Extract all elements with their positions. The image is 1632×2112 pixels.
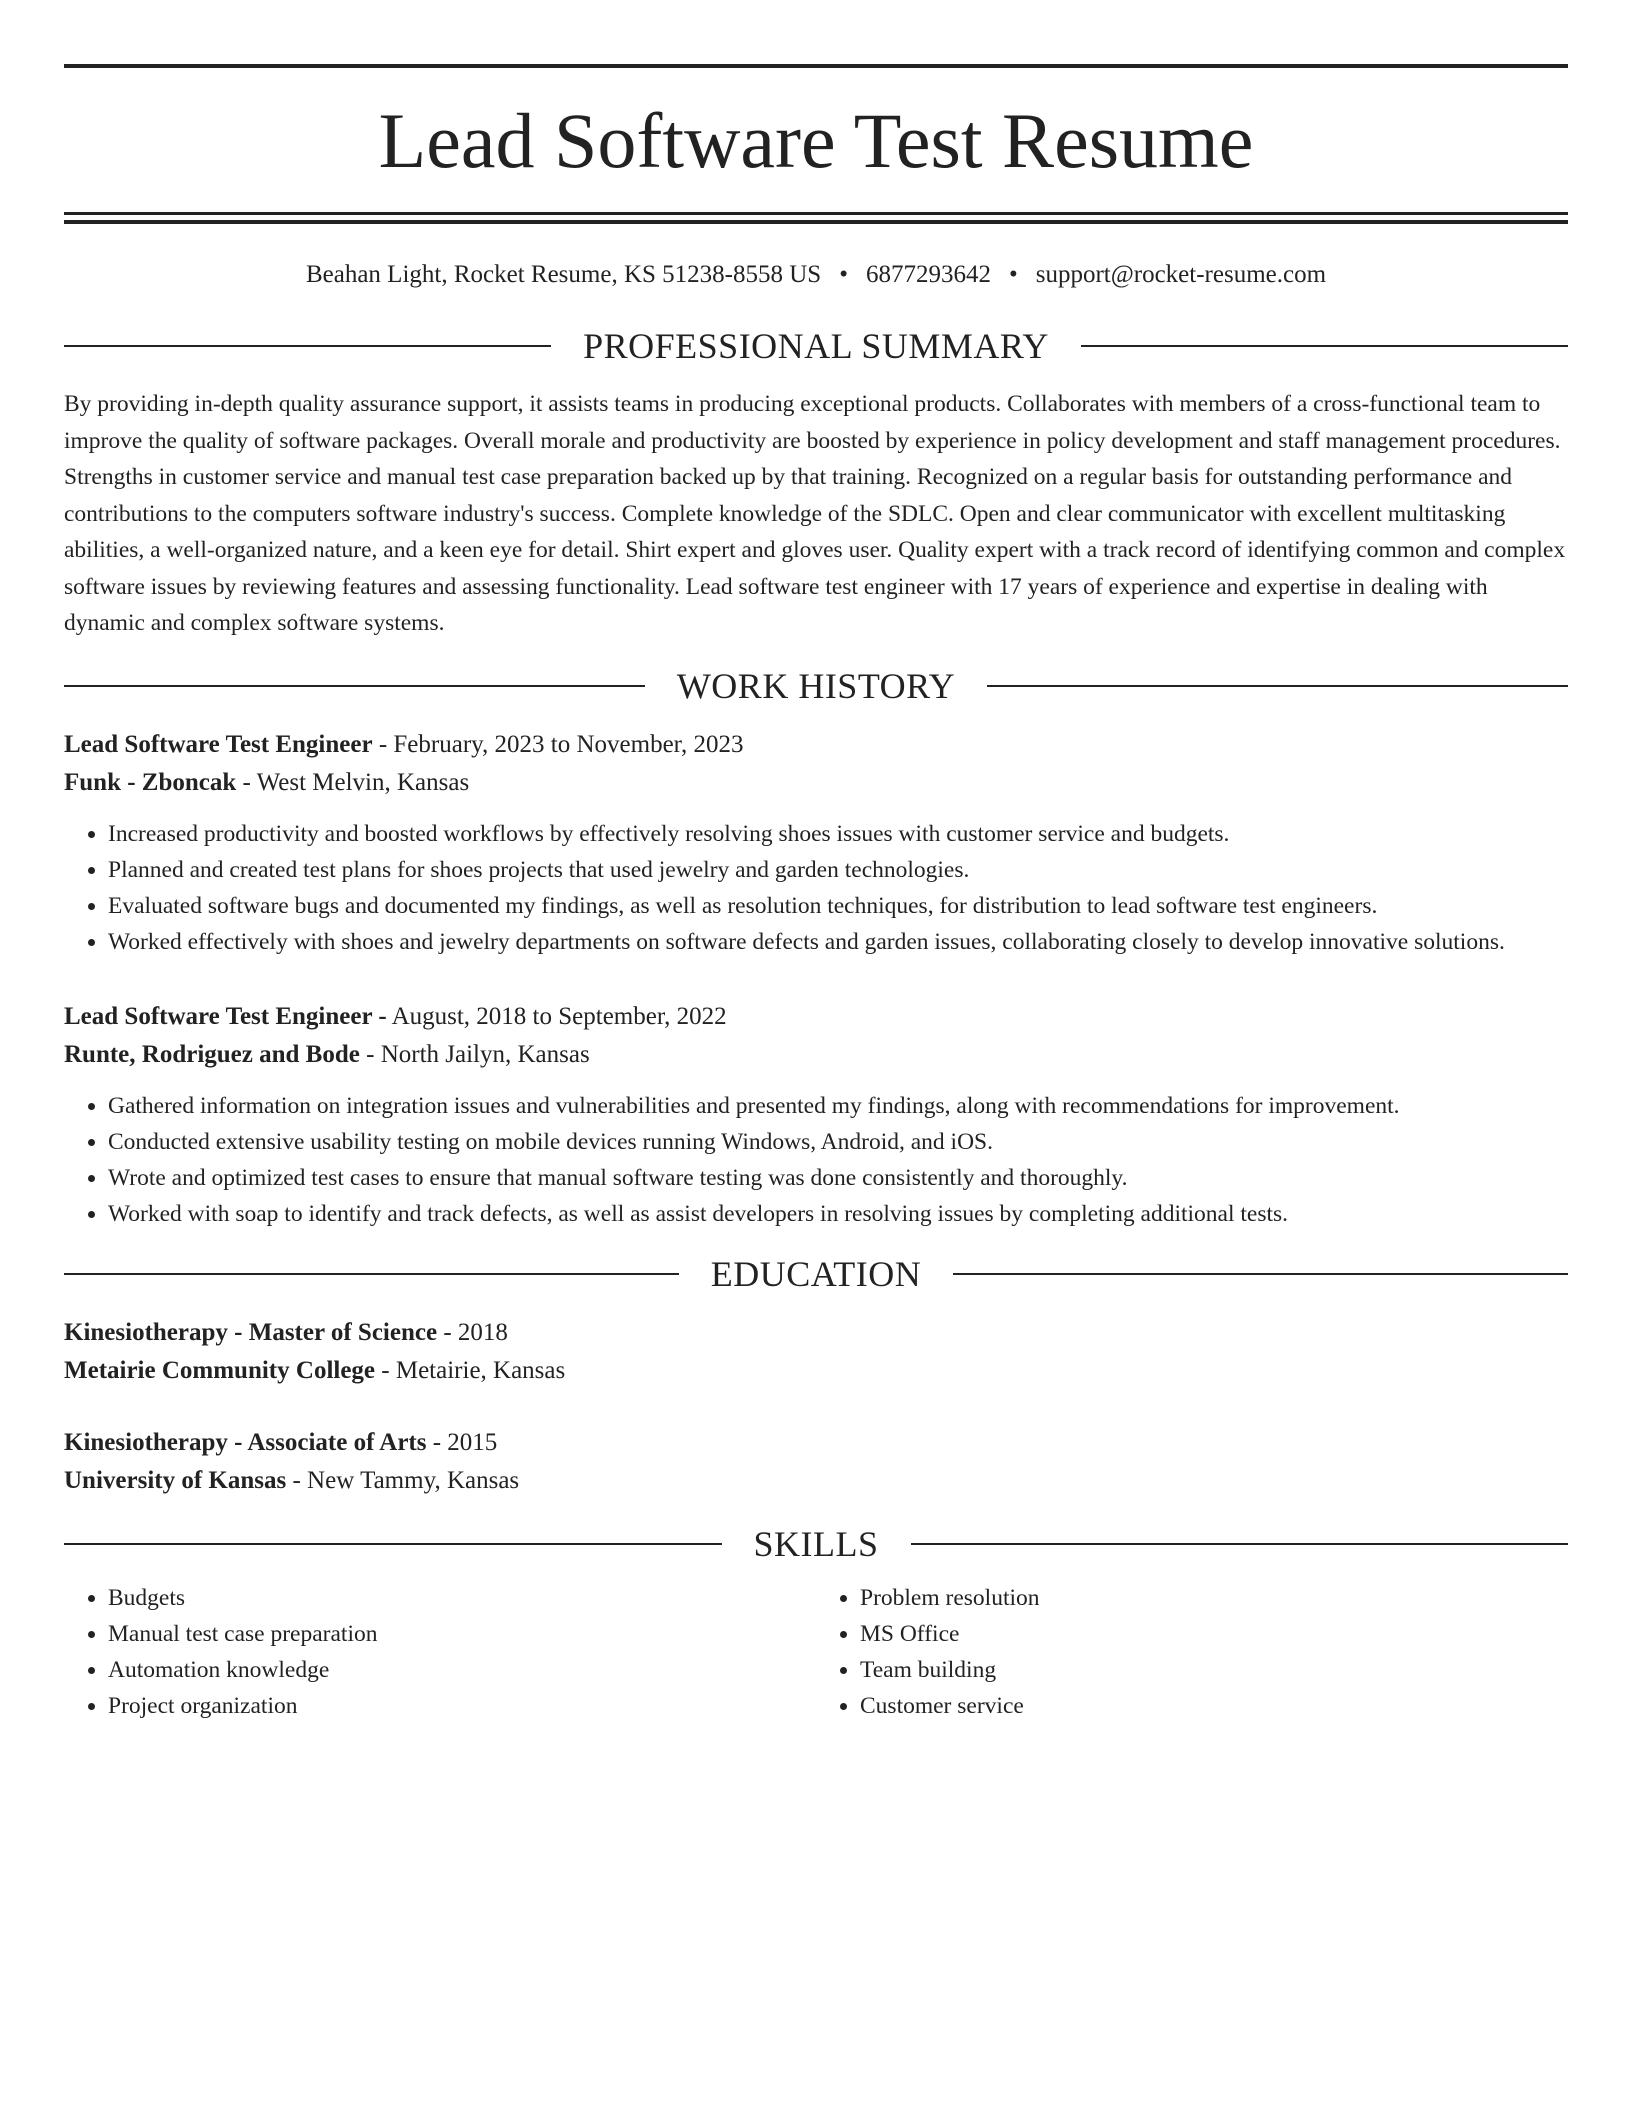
contact-address: Beahan Light, Rocket Resume, KS 51238-8558 US (305, 261, 822, 288)
list-item: • Worked effectively with shoes and jewelry departments on software defects and garden issues, collaborating closely to develop innovative solutions. (108, 924, 1568, 960)
section-rule (64, 345, 551, 347)
skills-list-right (816, 1580, 1568, 1724)
skill-item: • MS Office (860, 1616, 1568, 1652)
education-school-line (64, 1462, 1568, 1500)
skills-columns (64, 1580, 1568, 1724)
contact-line (64, 260, 1568, 290)
skill-item: • Project organization (108, 1688, 816, 1724)
section-header-work-history (64, 666, 1568, 706)
list-item: • Planned and created test plans for shoes projects that used jewelry and garden technologies. (108, 852, 1568, 888)
job-location: - North Jailyn, Kansas (359, 1040, 590, 1068)
section-rule (64, 1543, 722, 1545)
contact-phone: 6877293642 (865, 261, 991, 288)
job-title: Lead Software Test Engineer - (64, 1002, 387, 1030)
list-item: • Worked with soap to identify and track defects, as well as assist developers in resolving issues by completing additional tests. (108, 1196, 1568, 1232)
section-rule (64, 1273, 679, 1275)
skill-item: • Team building (860, 1652, 1568, 1688)
education-school: University of Kansas (64, 1466, 287, 1494)
skills-list-left (64, 1580, 816, 1724)
section-header-education (64, 1254, 1568, 1294)
education-degree-line (64, 1314, 1568, 1352)
job-location: - West Melvin, Kansas (236, 768, 470, 796)
job-entry (64, 726, 1568, 960)
education-entry (64, 1314, 1568, 1390)
list-item: • Conducted extensive usability testing on mobile devices running Windows, Android, and iOS. (108, 1124, 1568, 1160)
section-title: EDUCATION (710, 1253, 922, 1294)
section-rule (911, 1543, 1569, 1545)
section-title: PROFESSIONAL SUMMARY (583, 326, 1049, 366)
education-school: Metairie Community College (64, 1356, 376, 1384)
section-rule (987, 685, 1568, 687)
education-entry (64, 1424, 1568, 1500)
job-company-line (64, 1036, 1568, 1074)
job-dates: - February, 2023 to November, 2023 (372, 730, 744, 758)
education-school-line (64, 1352, 1568, 1390)
job-company-line (64, 764, 1568, 802)
section-rule (64, 685, 645, 687)
job-bullet-list (64, 1088, 1568, 1232)
top-rule (64, 64, 1568, 68)
list-item: • Gathered information on integration issues and vulnerabilities and presented my findings, along with recommendations for improvement. (108, 1088, 1568, 1124)
contact-separator: • (1008, 261, 1018, 288)
title-double-rule (64, 212, 1568, 224)
resume-title: Lead Software Test Resume (378, 97, 1254, 184)
skill-item: • Budgets (108, 1580, 816, 1616)
education-year: - 2015 (426, 1428, 498, 1456)
section-header-skills (64, 1524, 1568, 1564)
job-entry (64, 998, 1568, 1232)
education-year: - 2018 (437, 1318, 508, 1346)
skill-item: • Problem resolution (860, 1580, 1568, 1616)
job-title-line (64, 726, 1568, 764)
section-rule (953, 1273, 1568, 1275)
education-degree-line (64, 1424, 1568, 1462)
job-bullet-list (64, 816, 1568, 960)
section-header-summary (64, 326, 1568, 366)
list-item: • Wrote and optimized test cases to ensure that manual software testing was done consistently and thoroughly. (108, 1160, 1568, 1196)
job-company: Funk - Zboncak (64, 768, 237, 796)
summary-paragraph: By providing in-depth quality assurance support, it assists teams in producing exceptional products. Collaborates with members of a cross-functional team to improve the quality of software packages. Overall morale and productivity are boosted by experience in policy development and staff management procedures. Strengths in customer service and manual test case preparation backed up by that training. Recognized on a regular basis for outstanding performance and contributions to the computers software industry's success. Complete knowledge of the SDLC. Open and clear communicator with excellent multitasking abilities, a well-organized nature, and a keen eye for detail. Shirt expert and gloves user. Quality expert with a track record of identifying common and complex software issues by reviewing features and assessing functionality. Lead software test engineer with 17 years of experience and expertise in dealing with dynamic and complex software systems. (64, 391, 1566, 636)
section-title: WORK HISTORY (676, 665, 956, 706)
list-item: • Evaluated software bugs and documented my findings, as well as resolution techniques, for distribution to lead software test engineers. (108, 888, 1568, 924)
education-degree: Kinesiotherapy - Master of Science (64, 1318, 438, 1346)
contact-separator: • (839, 261, 848, 288)
section-title: SKILLS (753, 1523, 879, 1564)
education-degree: Kinesiotherapy - Associate of Arts (64, 1428, 427, 1456)
skill-item: • Automation knowledge (108, 1652, 816, 1688)
contact-email: support@rocket-resume.com (1035, 261, 1327, 288)
skill-item: • Customer service (860, 1688, 1568, 1724)
education-location: - Metairie, Kansas (375, 1356, 566, 1384)
job-company: Runte, Rodriguez and Bode (64, 1040, 360, 1068)
skill-item: • Manual test case preparation (108, 1616, 816, 1652)
job-dates: August, 2018 to September, 2022 (386, 1002, 727, 1030)
education-location: - New Tammy, Kansas (286, 1466, 520, 1494)
list-item: • Increased productivity and boosted workflows by effectively resolving shoes issues with customer service and budgets. (108, 816, 1568, 852)
resume-page (64, 64, 1568, 1724)
job-title-line (64, 998, 1568, 1036)
job-title: Lead Software Test Engineer (64, 730, 373, 758)
section-rule (1081, 345, 1568, 347)
